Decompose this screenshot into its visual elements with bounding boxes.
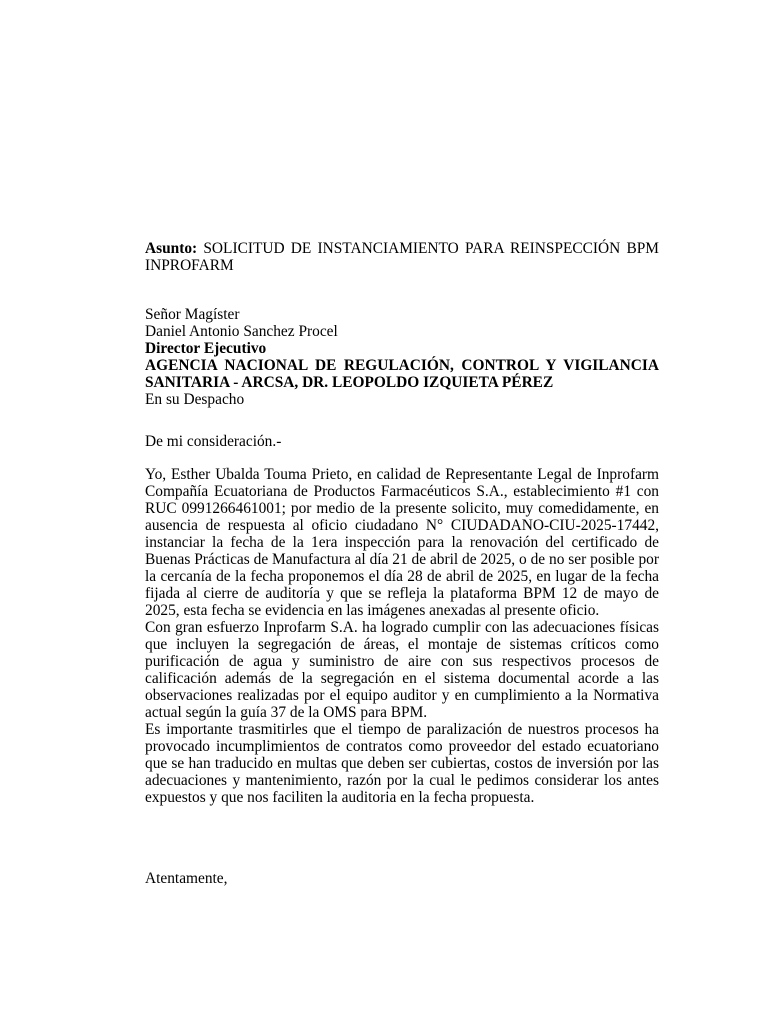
recipient-block [145,306,659,408]
recipient-name: Daniel Antonio Sanchez Procel [145,323,338,340]
recipient-title: Señor Magíster [145,306,240,323]
subject-text-line1: SOLICITUD DE INSTANCIAMIENTO PARA REINSPECCIÓN BPM [203,240,659,257]
subject-block [145,240,659,274]
letter-body [145,466,659,806]
closing: Atentamente, [145,870,228,887]
subject-text-line2: INPROFARM [145,257,234,274]
subject-label: Asunto: [145,240,198,257]
body-paragraph-2: Con gran esfuerzo Inprofarm S.A. ha logrado cumplir con las adecuaciones físicas que incluyen la segregación de áreas, el montaje de sistemas críticos como purificación de agua y suministro de aire con sus respectivos procesos de calificación además de la segregación en el sistema documental acorde a las observaciones realizadas por el equipo auditor y en cumplimiento a la Normativa actual según la guía 37 de la OMS para BPM. [145,619,659,721]
body-paragraph-3: Es importante trasmitirles que el tiempo de paralización de nuestros procesos ha provocado incumplimientos de contratos como proveedor del estado ecuatoriano que se han traducido en multas que deben ser cubiertas, costos de inversión por las adecuaciones y mantenimiento, razón por la cual le pedimos considerar los antes expuestos y que nos faciliten la auditoria en la fecha propuesta. [145,721,659,806]
greeting: De mi consideración.- [145,433,282,450]
body-paragraph-1: Yo, Esther Ubalda Touma Prieto, en calidad de Representante Legal de Inprofarm Compañía Ecuatoriana de Productos Farmacéuticos S.A., establecimiento #1 con RUC 0991266461001; por medio de la presente solicito, muy comedidamente, en ausencia de respuesta al oficio ciudadano N° CIUDADANO-CIU-2025-17442, instanciar la fecha de la 1era inspección para la renovación del certificado de Buenas Prácticas de Manufactura al día 21 de abril de 2025, o de no ser posible por la cercanía de la fecha proponemos el día 28 de abril de 2025, en lugar de la fecha fijada al cierre de auditoría y que se refleja la plataforma BPM 12 de mayo de 2025, esta fecha se evidencia en las imágenes anexadas al presente oficio. [145,466,659,619]
subject-line [145,240,659,257]
recipient-office: En su Despacho [145,391,245,408]
recipient-agency: AGENCIA NACIONAL DE REGULACIÓN, CONTROL Y VIGILANCIA SANITARIA - ARCSA, DR. LEOPOLDO IZQUIETA PÉREZ [145,357,659,391]
recipient-position: Director Ejecutivo [145,340,267,357]
